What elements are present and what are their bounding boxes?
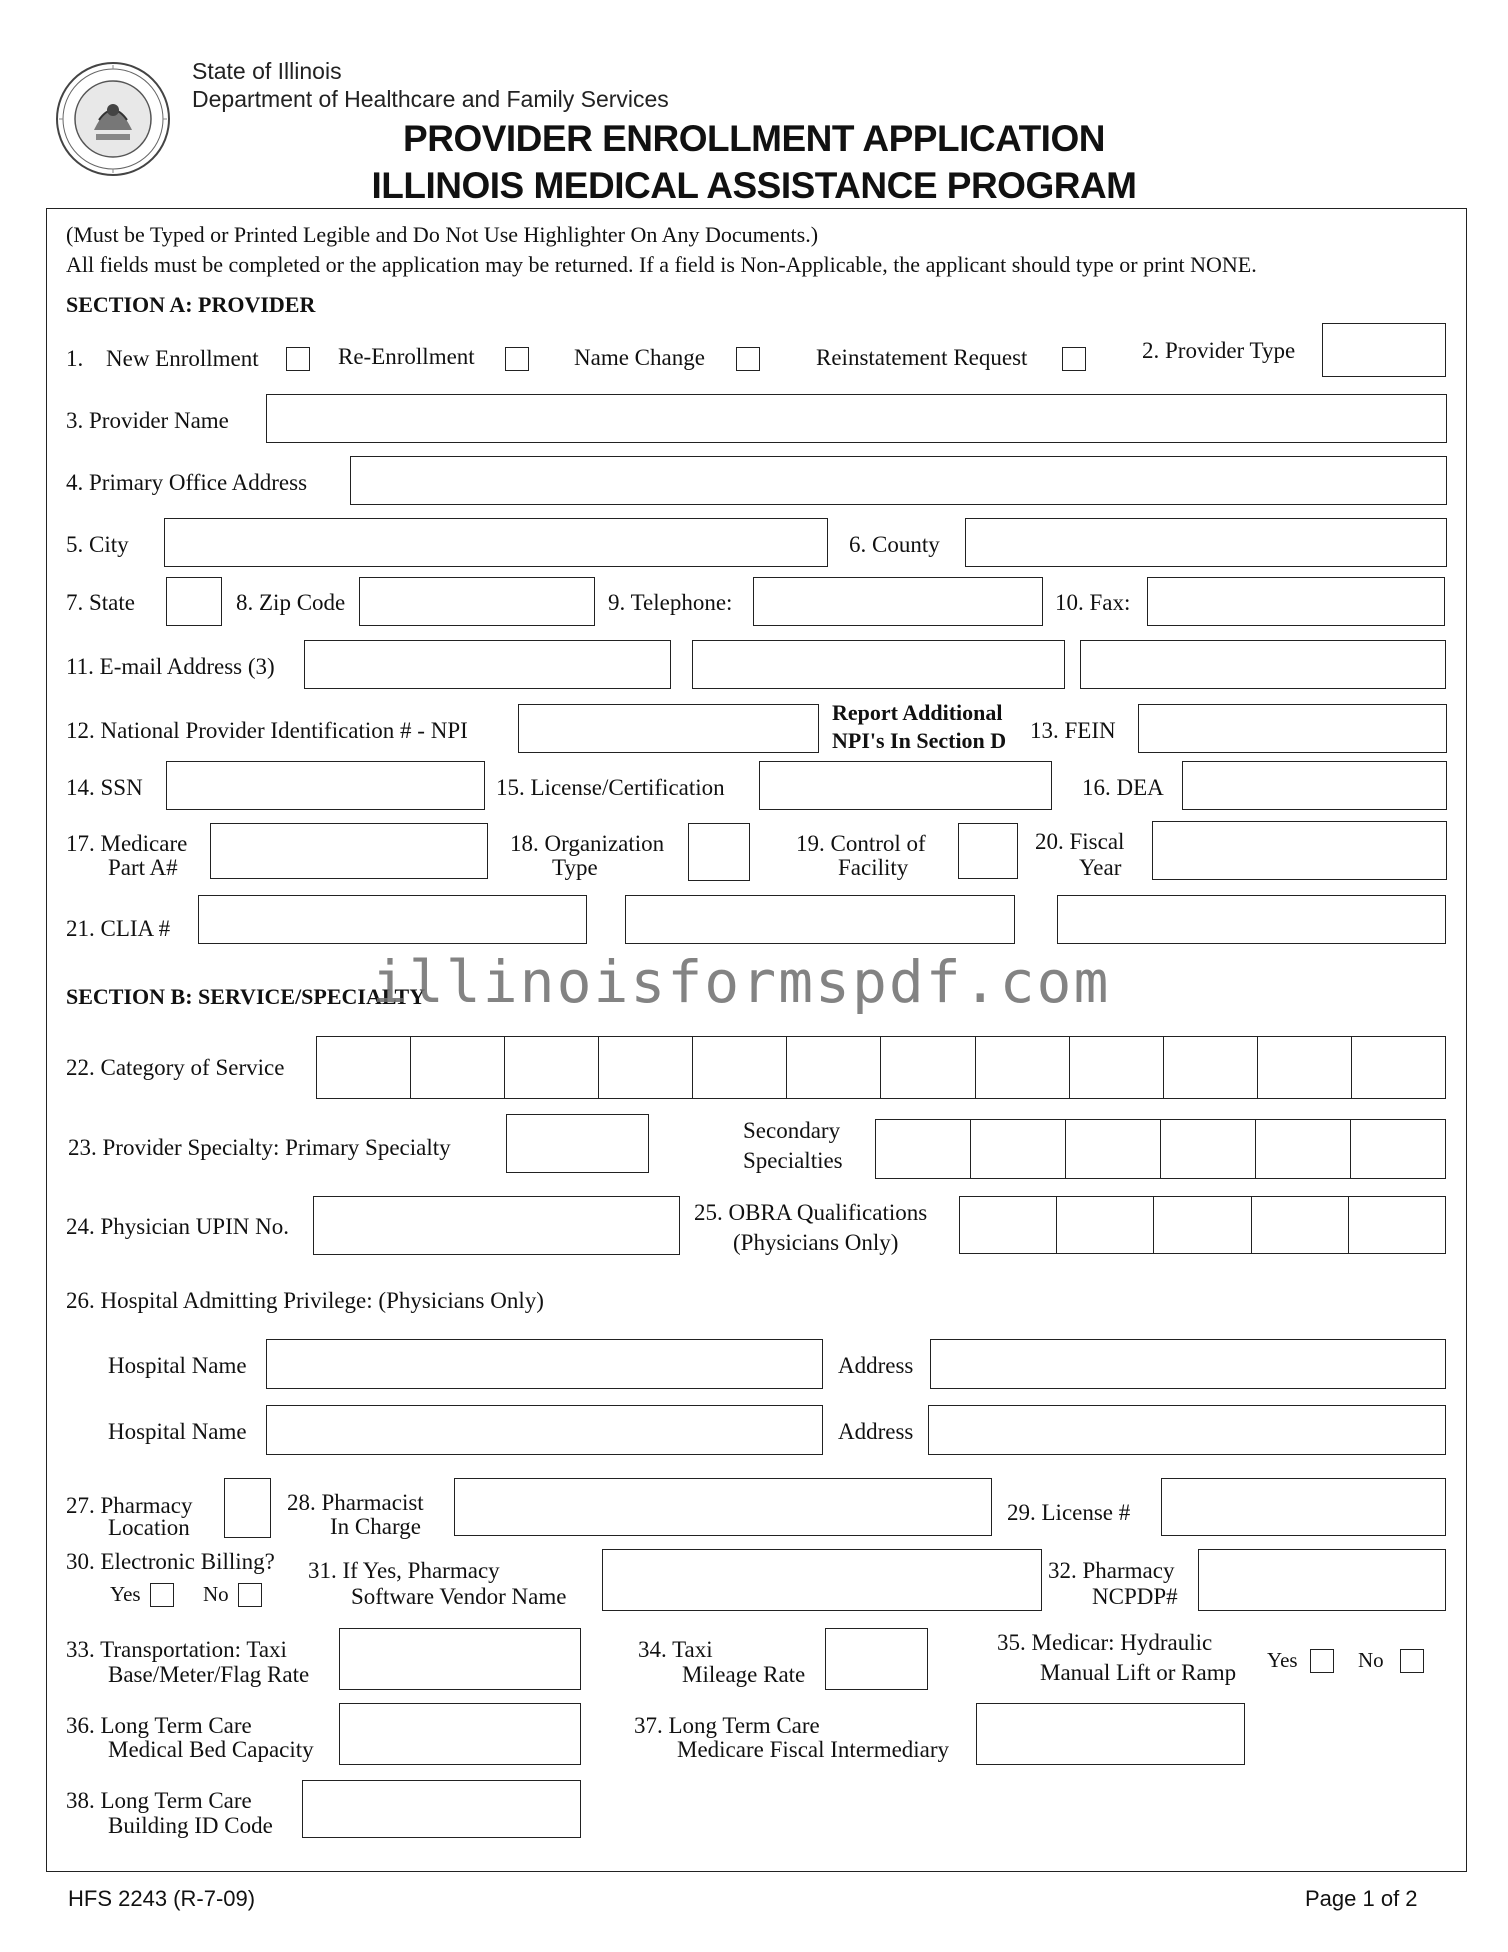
ssn-label: 14. SSN	[66, 775, 143, 800]
upin-field[interactable]	[313, 1196, 680, 1255]
electronic-billing-yes-label: Yes	[110, 1582, 141, 1606]
pharmacist-field[interactable]	[454, 1478, 992, 1536]
medicare-field[interactable]	[210, 823, 488, 879]
org-type-label-1: 18. Organization	[510, 831, 665, 856]
zip-label: 8. Zip Code	[236, 590, 346, 615]
software-vendor-field[interactable]	[602, 1549, 1042, 1611]
upin-label: 24. Physician UPIN No.	[66, 1214, 289, 1239]
name-change-checkbox[interactable]	[736, 347, 760, 371]
hospital-address-field-2[interactable]	[928, 1405, 1446, 1455]
ltc-intermediary-label-2: Medicare Fiscal Intermediary	[677, 1737, 950, 1762]
ltc-intermediary-field[interactable]	[976, 1703, 1245, 1765]
software-vendor-label-2: Software Vendor Name	[351, 1584, 567, 1609]
obra-label-1: 25. OBRA Qualifications	[694, 1200, 928, 1225]
reinstatement-checkbox[interactable]	[1062, 347, 1086, 371]
watermark: illinoisformspdf.com	[372, 948, 1111, 1016]
control-label-2: Facility	[838, 855, 909, 880]
pharmacy-location-label-1: 27. Pharmacy	[66, 1493, 193, 1518]
obra-label-2: (Physicians Only)	[733, 1230, 899, 1255]
instruction-line-1: (Must be Typed or Printed Legible and Do Not Use Highlighter On Any Documents.)	[66, 222, 819, 247]
name-change-label: Name Change	[574, 345, 705, 370]
taxi-mileage-field[interactable]	[825, 1628, 928, 1690]
provider-type-field[interactable]	[1322, 323, 1446, 377]
provider-type-label: 2. Provider Type	[1142, 338, 1296, 363]
category-of-service-label: 22. Category of Service	[66, 1055, 285, 1080]
medicar-no-label: No	[1358, 1648, 1384, 1672]
dea-label: 16. DEA	[1082, 775, 1164, 800]
hospital-name-field-1[interactable]	[266, 1339, 823, 1389]
npi-note-line-1: Report Additional	[832, 700, 1003, 725]
primary-specialty-field[interactable]	[506, 1114, 649, 1173]
primary-specialty-label: 23. Provider Specialty: Primary Specialty	[68, 1135, 451, 1160]
ltc-bed-label-1: 36. Long Term Care	[66, 1713, 252, 1738]
medicar-label-1: 35. Medicar: Hydraulic	[997, 1630, 1213, 1655]
provider-name-label: 3. Provider Name	[66, 408, 229, 433]
taxi-mileage-label-2: Mileage Rate	[682, 1662, 806, 1687]
hospital-address-label-2: Address	[838, 1419, 914, 1444]
medicar-label-2: Manual Lift or Ramp	[1040, 1660, 1237, 1685]
taxi-base-field[interactable]	[339, 1628, 581, 1690]
taxi-base-label-1: 33. Transportation: Taxi	[66, 1637, 287, 1662]
provider-name-field[interactable]	[266, 394, 1447, 443]
clia-label: 21. CLIA #	[66, 916, 171, 941]
instruction-line-2: All fields must be completed or the application may be returned. If a field is Non-Applicable, the applicant should type or print NONE.	[66, 252, 1257, 277]
pharmacist-label-2: In Charge	[330, 1514, 421, 1539]
new-enrollment-checkbox[interactable]	[286, 347, 310, 371]
form-subtitle: ILLINOIS MEDICAL ASSISTANCE PROGRAM	[371, 165, 1137, 206]
email-label: 11. E-mail Address (3)	[66, 654, 275, 679]
electronic-billing-no-checkbox[interactable]	[238, 1583, 262, 1607]
ltc-bed-field[interactable]	[339, 1703, 581, 1765]
org-type-field[interactable]	[688, 823, 750, 881]
taxi-base-label-2: Base/Meter/Flag Rate	[108, 1662, 310, 1687]
hospital-name-label-2: Hospital Name	[108, 1419, 247, 1444]
medicar-yes-label: Yes	[1267, 1648, 1298, 1672]
fax-label: 10. Fax:	[1055, 590, 1131, 615]
license-number-field[interactable]	[1161, 1478, 1446, 1536]
electronic-billing-yes-checkbox[interactable]	[150, 1583, 174, 1607]
reinstatement-label: Reinstatement Request	[816, 345, 1028, 370]
ltc-building-field[interactable]	[302, 1780, 581, 1838]
pharmacy-location-field[interactable]	[224, 1478, 271, 1538]
obra-cells[interactable]	[959, 1196, 1446, 1254]
ncpdp-field[interactable]	[1198, 1549, 1446, 1611]
fiscal-year-label-2: Year	[1079, 855, 1122, 880]
field-1-number: 1.	[66, 346, 84, 371]
license-field[interactable]	[759, 761, 1052, 810]
ncpdp-label-2: NCPDP#	[1092, 1584, 1178, 1609]
secondary-label-1: Secondary	[743, 1118, 841, 1143]
ltc-intermediary-label-1: 37. Long Term Care	[634, 1713, 820, 1738]
new-enrollment-label: New Enrollment	[106, 346, 259, 371]
form-number: HFS 2243 (R-7-09)	[68, 1886, 256, 1911]
taxi-mileage-label-1: 34. Taxi	[638, 1637, 713, 1662]
org-type-label-2: Type	[552, 855, 598, 880]
county-field[interactable]	[965, 518, 1447, 567]
clia-field-2[interactable]	[625, 895, 1015, 944]
fax-field[interactable]	[1147, 577, 1445, 626]
zip-field[interactable]	[359, 577, 595, 626]
hospital-privilege-label: 26. Hospital Admitting Privilege: (Physicians Only)	[66, 1288, 544, 1313]
npi-field[interactable]	[518, 704, 819, 753]
ltc-bed-label-2: Medical Bed Capacity	[108, 1737, 314, 1762]
license-label: 15. License/Certification	[496, 775, 725, 800]
ltc-building-label-2: Building ID Code	[108, 1813, 273, 1838]
county-label: 6. County	[849, 532, 940, 557]
category-of-service-cells[interactable]	[316, 1036, 1446, 1099]
hospital-name-label-1: Hospital Name	[108, 1353, 247, 1378]
agency-line-2: Department of Healthcare and Family Services	[192, 86, 669, 112]
fiscal-year-field[interactable]	[1152, 821, 1447, 880]
electronic-billing-label: 30. Electronic Billing?	[66, 1549, 275, 1574]
software-vendor-label-1: 31. If Yes, Pharmacy	[308, 1558, 500, 1583]
ssn-field[interactable]	[166, 761, 485, 810]
office-address-field[interactable]	[350, 456, 1447, 505]
email-field-1[interactable]	[304, 640, 671, 689]
email-field-2[interactable]	[692, 640, 1065, 689]
fein-label: 13. FEIN	[1030, 718, 1116, 743]
section-b-title: SECTION B: SERVICE/SPECIALTY	[66, 984, 426, 1009]
section-a-title: SECTION A: PROVIDER	[66, 292, 316, 317]
medicar-no-checkbox[interactable]	[1400, 1649, 1424, 1673]
hospital-name-field-2[interactable]	[266, 1405, 823, 1455]
medicare-label-1: 17. Medicare	[66, 831, 188, 856]
city-field[interactable]	[164, 518, 828, 567]
hospital-address-field-1[interactable]	[930, 1339, 1446, 1389]
ltc-building-label-1: 38. Long Term Care	[66, 1788, 252, 1813]
ncpdp-label-1: 32. Pharmacy	[1048, 1558, 1175, 1583]
medicare-label-2: Part A#	[108, 855, 178, 880]
telephone-field[interactable]	[753, 577, 1043, 626]
dea-field[interactable]	[1182, 761, 1447, 810]
office-address-label: 4. Primary Office Address	[66, 470, 308, 495]
electronic-billing-no-label: No	[203, 1582, 229, 1606]
agency-line-1: State of Illinois	[192, 58, 342, 84]
pharmacist-label-1: 28. Pharmacist	[287, 1490, 424, 1515]
re-enrollment-label: Re-Enrollment	[338, 344, 475, 369]
telephone-label: 9. Telephone:	[608, 590, 733, 615]
pharmacy-location-label-2: Location	[108, 1515, 190, 1540]
page-number: Page 1 of 2	[1305, 1886, 1418, 1911]
secondary-specialties-cells[interactable]	[875, 1119, 1446, 1179]
clia-field-3[interactable]	[1057, 895, 1446, 944]
control-label-1: 19. Control of	[796, 831, 926, 856]
fein-field[interactable]	[1138, 704, 1447, 753]
control-field[interactable]	[958, 823, 1018, 879]
state-label: 7. State	[66, 590, 135, 615]
npi-label: 12. National Provider Identification # - NPI	[66, 718, 468, 743]
re-enrollment-checkbox[interactable]	[505, 347, 529, 371]
state-field[interactable]	[166, 577, 222, 626]
email-field-3[interactable]	[1080, 640, 1446, 689]
city-label: 5. City	[66, 532, 129, 557]
secondary-label-2: Specialties	[743, 1148, 843, 1173]
license-number-label: 29. License #	[1007, 1500, 1131, 1525]
npi-note-line-2: NPI's In Section D	[832, 728, 1007, 753]
hospital-address-label-1: Address	[838, 1353, 914, 1378]
medicar-yes-checkbox[interactable]	[1310, 1649, 1334, 1673]
fiscal-year-label-1: 20. Fiscal	[1035, 829, 1125, 854]
clia-field-1[interactable]	[198, 895, 587, 944]
form-title: PROVIDER ENROLLMENT APPLICATION	[403, 118, 1105, 159]
